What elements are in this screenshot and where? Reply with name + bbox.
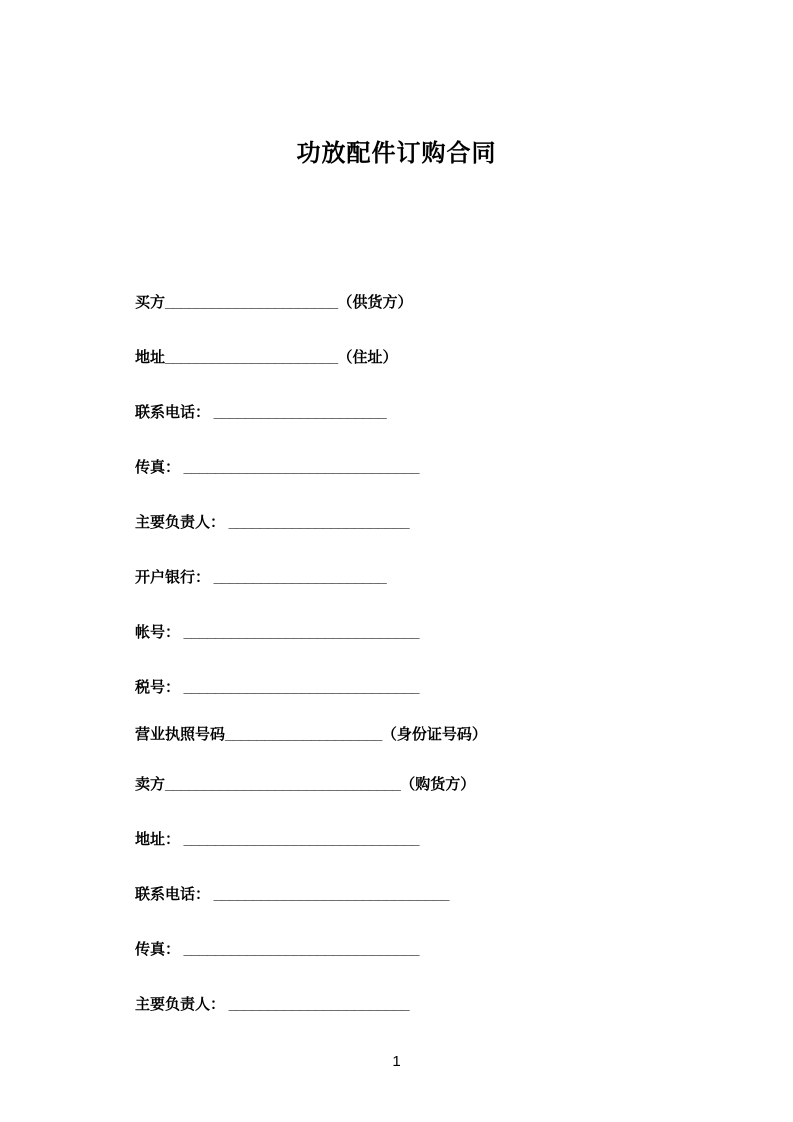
field-label: 传真： bbox=[135, 459, 181, 476]
field-label: 地址 bbox=[135, 349, 166, 366]
contract-line bbox=[135, 727, 753, 742]
contract-line bbox=[135, 887, 753, 902]
field-label: 地址： bbox=[135, 831, 181, 848]
field-label: 主要负责人： bbox=[135, 514, 226, 531]
field-label: 帐号： bbox=[135, 624, 181, 641]
field-suffix: （住址） bbox=[337, 349, 398, 366]
fill-in-blank[interactable]: ______________________ bbox=[165, 294, 338, 311]
fill-in-blank[interactable]: ______________________________ bbox=[180, 831, 419, 848]
field-label: 联系电话： bbox=[135, 404, 211, 421]
contract-line bbox=[135, 460, 753, 475]
contract-lines bbox=[135, 295, 753, 1052]
contract-line bbox=[135, 405, 753, 420]
fill-in-blank[interactable]: ______________________ bbox=[210, 404, 387, 421]
contract-line bbox=[135, 295, 753, 310]
contract-line bbox=[135, 942, 753, 957]
fill-in-blank[interactable]: ____________________ bbox=[225, 726, 382, 743]
contract-line bbox=[135, 997, 753, 1012]
field-suffix: （购货方） bbox=[400, 776, 476, 793]
field-label: 传真： bbox=[135, 941, 181, 958]
contract-line bbox=[135, 515, 753, 530]
contract-line bbox=[135, 350, 753, 365]
contract-line bbox=[135, 680, 753, 695]
fill-in-blank[interactable]: ______________________________ bbox=[180, 941, 419, 958]
field-label: 联系电话： bbox=[135, 886, 211, 903]
page-number: 1 bbox=[392, 1053, 401, 1070]
fill-in-blank[interactable]: ______________________ bbox=[165, 349, 338, 366]
fill-in-blank[interactable]: ______________________________ bbox=[180, 624, 419, 641]
fill-in-blank[interactable]: _______________________ bbox=[225, 996, 410, 1013]
field-label: 营业执照号码 bbox=[135, 726, 226, 743]
document-title: 功放配件订购合同 bbox=[296, 140, 497, 167]
field-suffix: （供货方） bbox=[337, 294, 413, 311]
field-label: 主要负责人： bbox=[135, 996, 226, 1013]
fill-in-blank[interactable]: ______________________________ bbox=[210, 886, 449, 903]
fill-in-blank[interactable]: _______________________ bbox=[225, 514, 410, 531]
contract-line bbox=[135, 570, 753, 585]
field-label: 开户银行： bbox=[135, 569, 211, 586]
field-label: 买方 bbox=[135, 294, 166, 311]
fill-in-blank[interactable]: ______________________________ bbox=[180, 679, 419, 696]
field-label: 卖方 bbox=[135, 776, 166, 793]
fill-in-blank[interactable]: ______________________ bbox=[210, 569, 387, 586]
field-label: 税号： bbox=[135, 679, 181, 696]
contract-line bbox=[135, 625, 753, 640]
contract-line bbox=[135, 832, 753, 847]
fill-in-blank[interactable]: ______________________________ bbox=[180, 459, 419, 476]
fill-in-blank[interactable]: ______________________________ bbox=[165, 776, 401, 793]
contract-line bbox=[135, 777, 753, 792]
field-suffix: （身份证号码） bbox=[381, 726, 487, 743]
